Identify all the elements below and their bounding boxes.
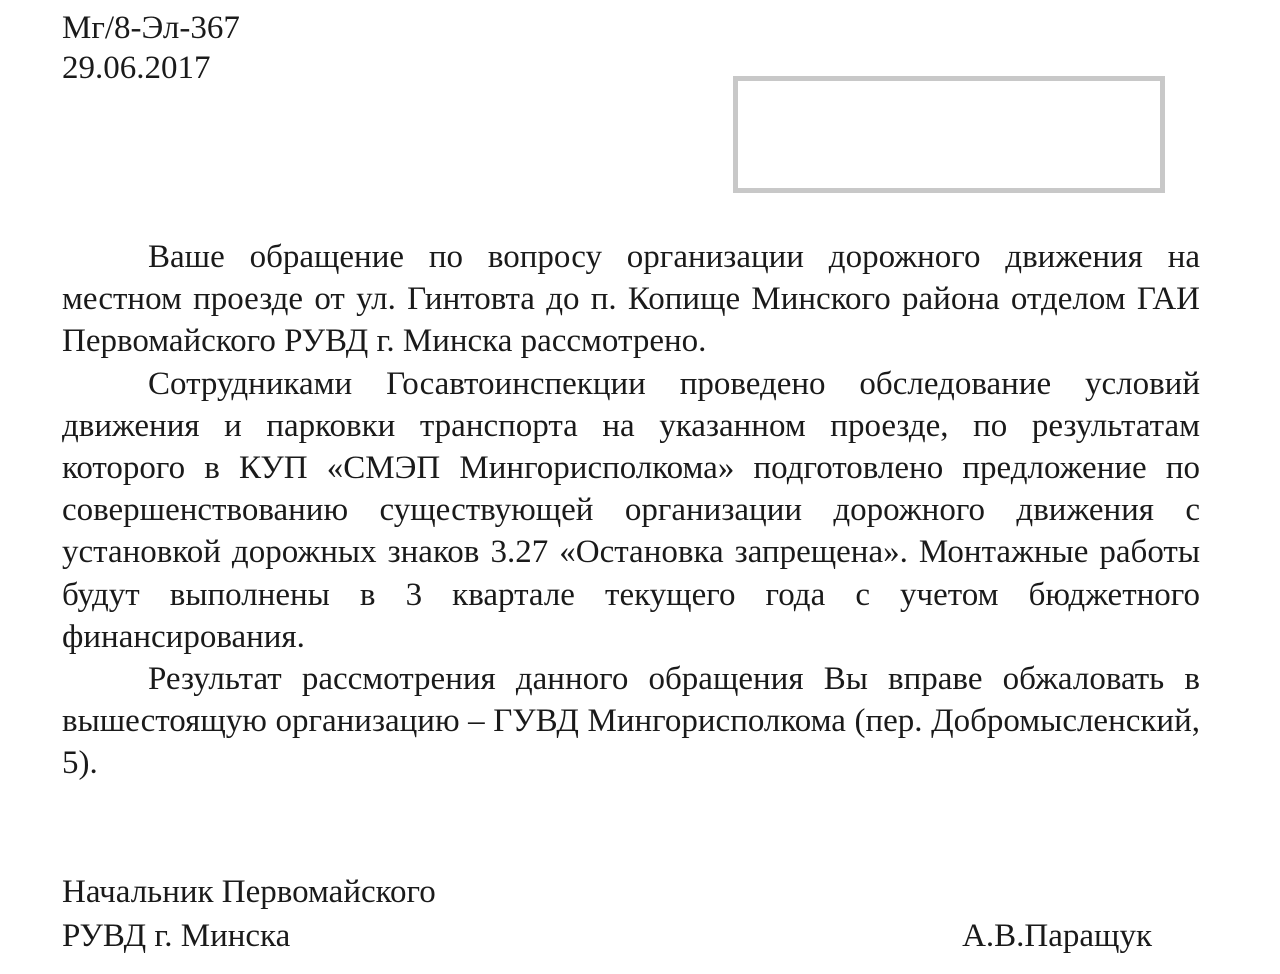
signatory-name: А.В.Паращук — [962, 918, 1152, 954]
redacted-addressee-box — [733, 76, 1165, 193]
signatory-title-line1: Начальник Первомайского — [62, 874, 436, 910]
document-reference-block — [62, 8, 240, 88]
paragraph-1: Ваше обращение по вопросу организации дорожного движения на местном проезде от ул. Гинтовта до п. Копище Минского района отделом ГАИ Первомайского РУВД г. Минска рассмотрено. — [62, 239, 1200, 360]
document-date: 29.06.2017 — [62, 50, 211, 86]
reference-number: Мг/8-Эл-367 — [62, 10, 240, 46]
signature-block — [62, 870, 1152, 958]
paragraph-2: Сотрудниками Госавтоинспекции проведено обследование условий движения и парковки транспорта на указанном проезде, по результатам которого в КУП «СМЭП Мингорисполкома» подготовлено предложение по совершенствованию существующей организации дорожного движения с установкой дорожных знаков 3.27 «Остановка запрещена». Монтажные работы будут выполнены в 3 квартале текущего года с учетом бюджетного финансирования. — [62, 365, 1200, 655]
signatory-title-line2: РУВД г. Минска — [62, 918, 291, 954]
letter-body — [62, 236, 1200, 785]
paragraph-3: Результат рассмотрения данного обращения Вы вправе обжаловать в вышестоящую организацию – ГУВД Мингорисполкома (пер. Добромысленский, 5). — [62, 661, 1200, 782]
